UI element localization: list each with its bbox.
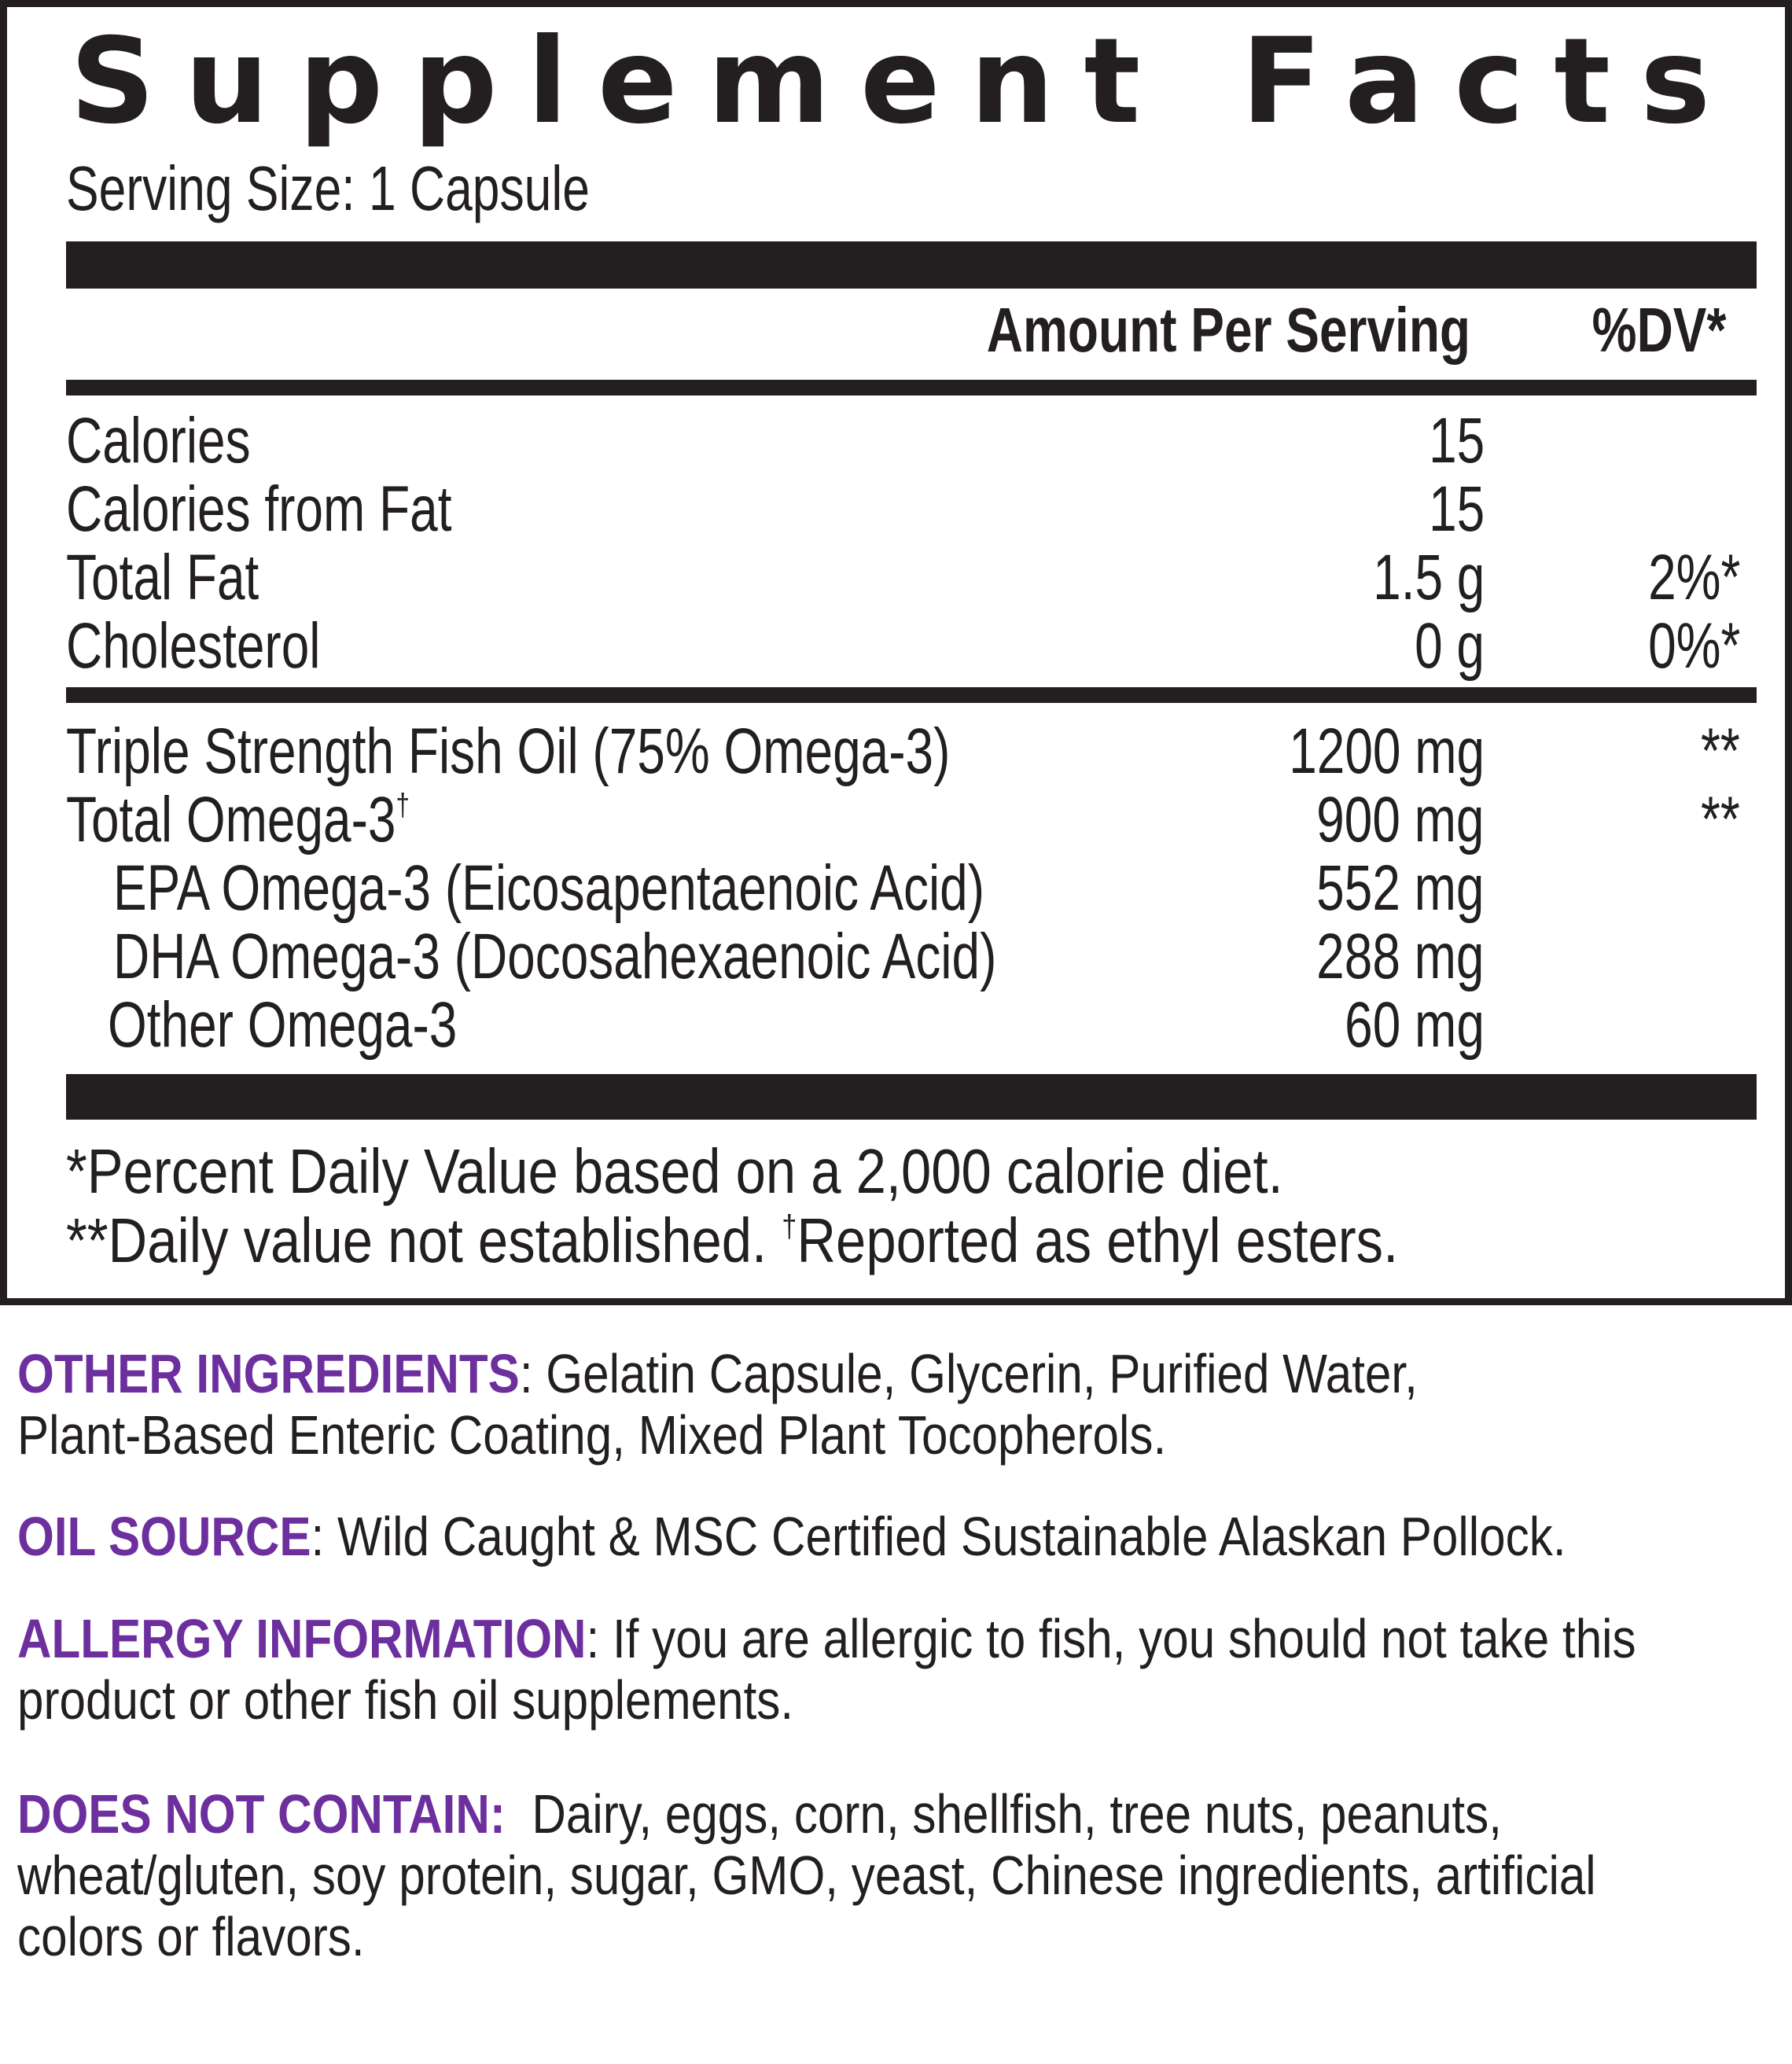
nutrient-amount: 15 — [1428, 405, 1485, 476]
header-daily-value: %DV* — [1591, 295, 1726, 365]
table-row — [7, 852, 1792, 924]
nutrient-name: Triple Strength Fish Oil (75% Omega-3) — [66, 716, 951, 787]
nutrient-name: Total Fat — [66, 542, 259, 613]
nutrient-amount: 1.5 g — [1372, 542, 1485, 613]
nutrient-amount: 60 mg — [1345, 989, 1485, 1061]
allergy-label: ALLERGY INFORMATION — [17, 1608, 587, 1669]
nutrient-dv: ** — [1701, 784, 1740, 855]
footnote-text-b: Reported as ethyl esters. — [797, 1205, 1399, 1275]
table-row — [7, 783, 1792, 855]
other-ingredients-line-1 — [17, 1343, 1762, 1404]
table-row — [7, 404, 1792, 476]
nutrient-amount: 900 mg — [1316, 784, 1485, 855]
footnote-not-established — [66, 1205, 1398, 1277]
nutrient-name: DHA Omega-3 (Docosahexaenoic Acid) — [113, 921, 997, 992]
allergy-line-1 — [17, 1608, 1762, 1669]
nutrient-dv: 0%* — [1647, 610, 1740, 682]
table-row — [7, 988, 1792, 1061]
nutrient-amount: 288 mg — [1316, 921, 1485, 992]
oil-source-section — [17, 1506, 1762, 1567]
allergy-text: : If you are allergic to fish, you should not take this — [586, 1608, 1636, 1669]
does-not-contain-line-1 — [17, 1783, 1762, 1845]
other-ingredients-label: OTHER INGREDIENTS — [17, 1343, 520, 1404]
nutrient-dv: ** — [1701, 716, 1740, 787]
footnote-text-a: **Daily value not established. — [66, 1205, 782, 1275]
nutrient-amount: 0 g — [1415, 610, 1485, 682]
allergy-line-2: product or other fish oil supplements. — [17, 1669, 794, 1731]
thick-divider-bottom — [66, 1074, 1757, 1120]
oil-source-line — [17, 1506, 1762, 1567]
does-not-contain-label: DOES NOT CONTAIN: — [17, 1783, 506, 1845]
nutrient-amount: 15 — [1428, 473, 1485, 545]
nutrient-name-wrapper — [66, 783, 410, 857]
nutrient-dv: 2%* — [1647, 542, 1740, 613]
does-not-contain-line-2: wheat/gluten, soy protein, sugar, GMO, yeast, Chinese ingredients, artificial — [17, 1845, 1596, 1906]
nutrient-name: Cholesterol — [66, 610, 321, 682]
oil-source-text: : Wild Caught & MSC Certified Sustainable Alaskan Pollock. — [311, 1506, 1566, 1567]
other-ingredients-section — [17, 1343, 1762, 1466]
dagger-mark: † — [782, 1209, 797, 1244]
table-row — [7, 920, 1792, 992]
table-row — [7, 541, 1792, 613]
table-row — [7, 609, 1792, 682]
nutrient-name: Calories from Fat — [66, 473, 452, 545]
nutrient-name: EPA Omega-3 (Eicosapentaenoic Acid) — [113, 852, 985, 924]
header-amount-per-serving: Amount Per Serving — [986, 295, 1470, 365]
other-ingredients-text: : Gelatin Capsule, Glycerin, Purified Water, — [519, 1343, 1418, 1404]
nutrient-name: Other Omega-3 — [108, 989, 458, 1061]
nutrient-name: Total Omega-3 — [66, 784, 396, 855]
does-not-contain-section — [17, 1783, 1762, 1967]
thick-divider-top — [66, 241, 1757, 289]
divider-mid — [66, 687, 1757, 703]
does-not-contain-text: Dairy, eggs, corn, shellfish, tree nuts, peanuts, — [505, 1783, 1502, 1845]
dagger-mark: † — [396, 788, 410, 822]
nutrient-amount: 1200 mg — [1289, 716, 1485, 787]
allergy-section — [17, 1608, 1762, 1731]
serving-size: Serving Size: 1 Capsule — [66, 153, 590, 223]
oil-source-label: OIL SOURCE — [17, 1506, 311, 1567]
nutrient-name: Calories — [66, 405, 251, 476]
nutrient-amount: 552 mg — [1316, 852, 1485, 924]
table-row — [7, 715, 1792, 787]
divider-under-header — [66, 380, 1757, 396]
other-ingredients-line-2: Plant-Based Enteric Coating, Mixed Plant Tocopherols. — [17, 1404, 1167, 1466]
does-not-contain-line-3: colors or flavors. — [17, 1906, 365, 1967]
panel-title: Supplement Facts — [70, 13, 1741, 150]
footnote-percent-dv: *Percent Daily Value based on a 2,000 calorie diet. — [66, 1136, 1283, 1206]
table-row — [7, 473, 1792, 545]
